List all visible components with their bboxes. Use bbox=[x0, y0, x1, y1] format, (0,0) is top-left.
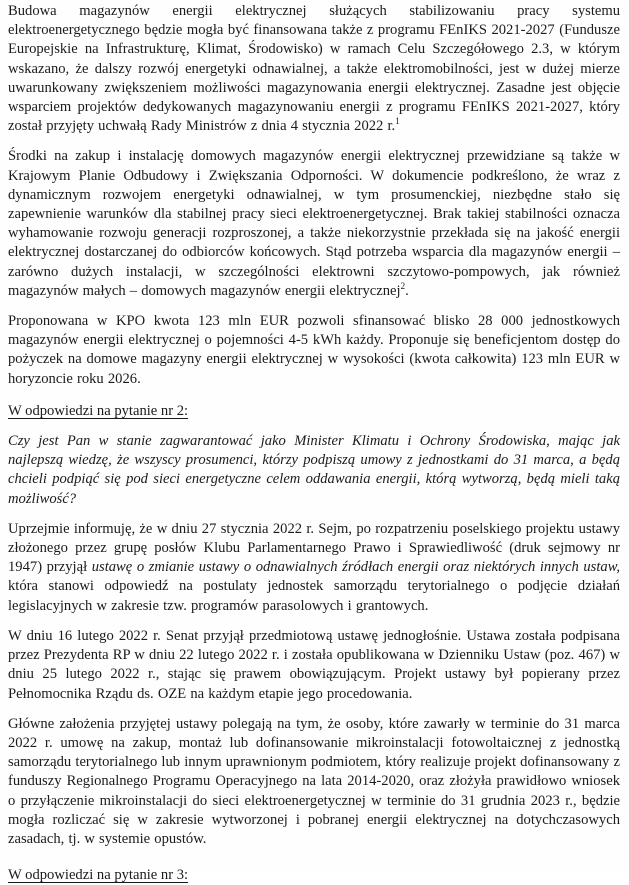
paragraph-kpo-text: Środki na zakup i instalację domowych magazynów energii elektrycznej przewidziane są także w Krajowym Planie Odbudowy i Zwiększania Odporności. W dokumencie podkreślono, że wraz z dynamicznym rozwojem energetyki odnawialnej, w tym prosumenckiej, niezbędne stało się zapewnienie warunków dla stabilnej pracy sieci elektroenergetycznej. Brak takiej stabilności oznacza wyhamowanie rozwoju generacji rozproszonej, a także niekorzystnie przekłada się na jakość energii elektrycznej dostarczanej do odbiorców końcowych. Stąd potrzeba wsparcia dla magazynów energii – zarówno dużych instalacji, w szczególności elektrowni szczytowo-pompowych, jak również magazynów małych – domowych magazynów energii elektrycznej bbox=[8, 148, 620, 299]
paragraph-senat-podpisanie bbox=[8, 627, 620, 704]
paragraph-kwota-kpo bbox=[8, 312, 620, 389]
paragraph-feniks-text: Budowa magazynów energii elektrycznej służących stabilizowaniu pracy systemu elektroenergetycznego będzie mogła być finansowana także z programu FEnIKS 2021-2027 (Fundusze Europejskie na Infrastrukturę, Klimat, Środowisko) w ramach Celu Szczegółowego 2.3, w którym wskazano, że dalszy rozwój energetyki odnawialnej, a także elektromobilności, jest w dużej mierze uwarunkowany zwiększeniem możliwości magazynowania energii elektrycznej. Zasadne jest objęcie wsparciem projektów dedykowanych magazynowaniu energii z programu FEnIKS 2021-2027, który został przyjęty uchwałą Rady Ministrów z dnia 4 stycznia 2022 r. bbox=[8, 3, 620, 135]
paragraph-sejm-before: Uprzejmie informuję, że w dniu 27 stycznia 2022 r. Sejm, po rozpatrzeniu poselskiego projektu ustawy złożonego przez grupę posłów Klubu Parlamentarnego Prawo i Sprawiedliwość (druk sejmowy nr 1947) przyjął bbox=[8, 520, 620, 576]
paragraph-kpo-tail: . bbox=[405, 282, 409, 299]
paragraph-feniks-program bbox=[8, 2, 620, 136]
paragraph-glowne-zalozenia bbox=[8, 715, 620, 849]
section-heading-answer-3: W odpowiedzi na pytanie nr 3: bbox=[8, 867, 189, 884]
paragraph-question-2: Czy jest Pan w stanie zagwarantować jako Minister Klimatu i Ochrony Środowiska, mając jak najlepszą wiedzę, że wszyscy prosumenci, którzy podpiszą umowy z jednostkami do 31 marca, a będą chcieli podpiąć się pod sieci energetyczne celem oddawania energii, którą wytworzą, będą mieli taką możliwość? bbox=[8, 433, 620, 507]
footnote-ref-2: 2 bbox=[400, 280, 406, 291]
paragraph-zalozenia-text: Główne założenia przyjętej ustawy polegają na tym, że osoby, które zawarły w terminie do 31 marca 2022 r. umowę na zakup, montaż lub dofinansowanie mikroinstalacji fotowoltaicznej z jednostką samorządu terytorialnego lub innym uprawnionym podmiotem, który realizuje projekt dofinansowany z funduszy Regionalnego Programu Operacyjnego na lata 2014-2020, oraz złożyła prawidłowo wniosek o przyłączenie mikroinstalacji do sieci elektroenergetycznej w terminie do 31 grudnia 2023 r., będzie mogła rozliczać się w zakresie wytworzonej i pobranej energii elektrycznej na dotychczasowych zasadach, tj. w systemie opustów. bbox=[8, 715, 620, 847]
paragraph-kwota-text: Proponowana w KPO kwota 123 mln EUR pozwoli sfinansować blisko 28 000 jednostkowych magazynów energii elektrycznej o pojemności 4-5 kWh każdy. Proponuje się beneficjentom dostęp do pożyczek na domowe magazyny energii elektrycznej w wysokości (kwota całkowita) 123 mln EUR w horyzoncie roku 2026. bbox=[8, 313, 620, 387]
paragraph-sejm-ustawa bbox=[8, 520, 620, 616]
paragraph-senat-text: W dniu 16 lutego 2022 r. Senat przyjął przedmiotową ustawę jednogłośnie. Ustawa została podpisana przez Prezydenta RP w dniu 22 lutego 2022 r. i została opublikowana w Dzienniku Ustaw (poz. 467) w dniu 25 lutego 2022 r., stając się prawem obowiązującym. Projekt ustawy był popierany przez Pełnomocnika Rządu ds. OZE na każdym etapie jego procedowania. bbox=[8, 627, 620, 702]
footnote-ref-1: 1 bbox=[395, 116, 400, 127]
section-heading-answer-2: W odpowiedzi na pytanie nr 2: bbox=[8, 402, 189, 419]
paragraph-sejm-after: która stanowi odpowiedź na postulaty jednostek samorządu terytorialnego o podjęcie działań legislacyjnych w zakresie tzw. programów parasolowych i grantowych. bbox=[8, 578, 620, 614]
paragraph-sejm-act-title: ustawę o zmianie ustawy o odnawialnych źródłach energii oraz niektórych innych ustaw, bbox=[91, 559, 620, 576]
paragraph-kpo-plan bbox=[8, 147, 620, 301]
